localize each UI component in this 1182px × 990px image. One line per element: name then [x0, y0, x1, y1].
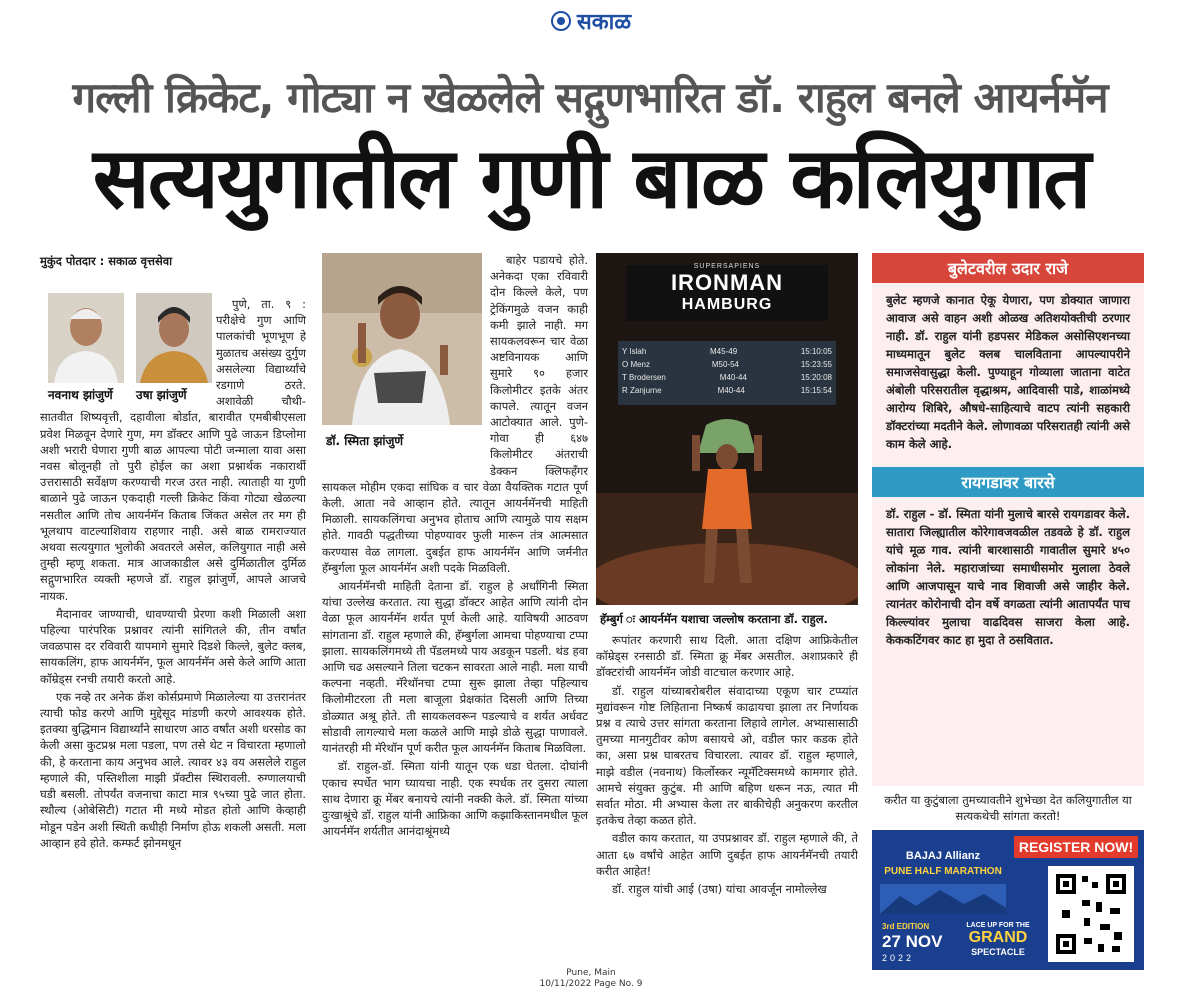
photo-float-spacer: [40, 296, 216, 404]
closing-line: करीत या कुटुंबाला तुमच्यावतीने शुभेच्छा देत कलियुगातील या सत्यकथेची सांगता करतो!: [884, 793, 1132, 823]
ad-register-banner[interactable]: REGISTER NOW!: [1014, 836, 1138, 858]
kicker-headline: गल्ली क्रिकेट, गोट्या न खेळलेले सद्गुणभारित डॉ. राहुल बनले आयर्नमॅन: [72, 73, 1108, 122]
caption-mother: उषा झांजुर्णे: [136, 388, 187, 402]
photo-float-spacer: [322, 252, 490, 464]
ad-runners-graphic: [880, 884, 1006, 914]
page-footer: [0, 968, 1182, 990]
caption-father: नवनाथ झांजुर्णे: [48, 388, 113, 402]
newspaper-logo: [551, 6, 631, 36]
ad-brand: BAJAJ Allianz: [905, 850, 981, 862]
column1-paragraph: मैदानावर जाण्याची, धावण्याची प्रेरणा कशी मिळाली अशा पहिल्या पारंपरिक प्रश्नावर त्यांनी सांगितले की, तीन वर्षांत जवळपास दर रविवारी यापमागे सुमारे दिडशे किल्ले, बुलेट क्लब, सायकलिंग, हाफ आयर्नमॅन, फूल आयर्नमॅन असे केले आणि आता कॉम्रेड्स रनची तयारी करतो आहे.: [40, 606, 306, 686]
main-headline: सत्ययुगातील गुणी बाळ कलियुगात: [92, 129, 1090, 227]
marathon-ad[interactable]: [872, 830, 1144, 970]
ad-slogan-line2: GRAND: [968, 929, 1028, 946]
ad-year: 2022: [882, 953, 915, 963]
ironman-brand: IRONMAN: [670, 270, 784, 295]
column3-paragraph: रूपांतर करणारी साथ दिली. आता दक्षिण आफ्रिकेतील कॉम्रेड्स रनसाठी डॉ. स्मिता क्रू मेंबर असतील. अशाप्रकारे ही डॉक्टरांची आयर्नमॅन जोडी वाटचाल करणार आहे.: [596, 633, 858, 680]
photo-ironman-hamburg: [596, 253, 858, 605]
sidebar-box1-title: बुलेटवरील उदार राजे: [872, 253, 1144, 283]
article-column-2: [322, 252, 588, 962]
caption-smita: डॉ. स्मिता झांजुर्णे: [326, 434, 404, 448]
article-column-1: [40, 296, 306, 962]
sidebar: [872, 253, 1144, 786]
column1-paragraph: पुणे, ता. ९ : परीक्षेचे गुण आणि पालकांची भूणभूण हे मुळातच असंख्य दुर्गुण असलेल्या विद्यार्थ्यांचे रडगाणे ठरते. अशावेळी चौथी-सातवीत शिष्यवृत्ती, दहावीला बोर्डात, बारावीत एमबीबीएसला प्रवेश मिळवून देणारे गुण, मग डॉक्टर आणि पुढे जाऊन डिप्लोमा अशी भरारी घेणारा गुणी बाळ आपल्या पोटी जन्माला यावा असा नवस बोलूनही तो पुरी होईल का अशा प्रश्नार्थक नकारार्थी उत्तरासाठी सर्वेक्षण करण्याची गरज उरत नाही. त्याताही या गुणी बाळाने पुढे जाऊन एकदाही गल्ली क्रिकेट किंवा गोट्या खेळल्या नसतील आणि तोच आयर्नमॅन किताब जिंकत असेल तर मग ही भूलथाप वाटल्याशिवाय राहणार नाही. असे बाळ रामराज्यात अथवा सत्ययुगात भुलोकी अवतरले असेल, कलियुगात नाही असे तुम्ही म्हणू शकता. मात्र आजकाडील असे दुर्मिळातील दुर्मिळ सद्गुणभारित व्यक्ती म्हणजे डॉ. राहुल झांजुर्णे, आपले आजचे नायक.: [40, 297, 306, 603]
sidebar-box2-text: डॉ. राहुल - डॉ. स्मिता यांनी मुलाचे बारसे रायगडावर केले. सातारा जिल्ह्यातील कोरेगावजवळील तडवळे हे डॉ. राहुल यांचे मूळ गाव. त्यांनी बारशासाठी गावातील सुमारे ४५० लोकांना नेले. महाराजांच्या समाधीसमोर मुलाला ठेवले आणि आजपासून याचे नाव शिवाजी असे जाहीर केले. त्यानंतर कोरोनाची दोन वर्षे वगळता त्यांनी आतापर्यंत पाच किल्ल्यांवर मुलाचा वाढदिवस साजरा केला आहे. केककटिंगवर काट हा मुदा ते ठसवितात.: [886, 507, 1130, 647]
caption-hamburg: हॅम्बुर्ग ः आयर्नमॅन यशाचा जल्लोष करताना डॉ. राहुल.: [600, 612, 828, 626]
footer-date-page: 10/11/2022 Page No. 9: [539, 979, 643, 989]
article-column-3: [596, 632, 858, 962]
byline: मुकुंद पोतदार : सकाळ वृत्तसेवा: [40, 254, 173, 268]
ironman-city: HAMBURG: [681, 296, 773, 313]
logo-text: सकाळ: [576, 10, 632, 35]
column2-paragraph: आयर्नमॅनची माहिती देताना डॉ. राहुल हे अर्धांगिनी स्मिता यांचा उल्लेख करतात. त्या सुद्धा डॉक्टर आहेत आणि त्यांनी दोन वेळा फूल आयर्नमॅन शर्यत पूर्ण केली आहे. याविषयी आठवण सांगताना डॉ. राहुल म्हणाले की, हॅम्बुर्गला आमचा पोहण्याचा टप्पा झाला. सायकलिंगमध्ये ती पॅडलमध्ये पाय अडकून पडली. थंड हवा आणि चढ असल्याने तिला चटकन सावरता आले नाही. मला याची कल्पना नव्हती. मॅरेथॉनचा टप्पा सुरू झाला तेव्हा पहिल्याच किलोमीटरला ती मला बाजूला प्रेक्षकांत दिसली आणि तिच्या डोळ्यात अश्रू होते. ती सायकलवरून पडल्याचे व शर्यत अर्धवट सोडावी लागल्याचे मला कळले आणि माझे डोळे सुद्धा पाणावले. यानंतरही मी मॅरेथॉन पूर्ण करीत फूल आयर्नमॅन किताब मिळविला.: [322, 579, 588, 756]
results-row: R Zanjurne M40-44 15:15:54: [622, 386, 832, 395]
results-row: O Menz M50-54 15:23:55: [622, 360, 832, 369]
sakal-logo-icon: [551, 11, 571, 31]
ad-qr-code[interactable]: [1048, 866, 1134, 962]
results-board: [622, 345, 832, 397]
ad-date: 27 NOV: [882, 932, 943, 951]
ironman-banner: [626, 263, 828, 314]
ad-slogan-line3: SPECTACLE: [971, 947, 1025, 957]
column2-paragraph: बाहेर पडायचे होते. अनेकदा एका रविवारी दोन किल्ले केले, पण ट्रेकिंगमुळे वजन काही कमी झाले नाही. मग सायकलवरून चार वेळा अष्टविनायक आणि सुमारे ९० हजार किलोमीटर इतके अंतर कापले. त्यातून वजन आटोक्यात आले. पुणे-गोवा ही ६४७ किलोमीटर अंतराची डेक्कन क्लिफहँगर सायकल मोहीम एकदा सांघिक व चार वेळा वैयक्तिक गटात पूर्ण केली. आता नवे आव्हान होते. त्यातून आयर्नमॅनची माहिती मिळाली. सायकलिंगचा अनुभव होताच आणि त्यामुळे पाय सक्षम होते. गावठी पद्धतीच्या पोहण्यावर फुली मारून तंत्र आत्मसात करण्यास वेळ लागला. दुबईत हाफ आयर्नमॅन आणि जर्मनीत हॅम्बुर्गला फूल आयर्नमॅन अशी पदके मिळविली.: [322, 253, 588, 575]
sidebar-box2-title: रायगडावर बारसे: [872, 467, 1144, 497]
ad-slogan: [956, 922, 1040, 957]
column3-paragraph: डॉ. राहुल यांची आई (उषा) यांचा आवर्जून नामोल्लेख: [612, 882, 827, 897]
ironman-brand-top: SUPERSAPIENS: [693, 263, 761, 270]
column3-paragraph: डॉ. राहुल यांच्याबरोबरील संवादाच्या एकूण चार टप्प्यांत मुद्यांवरून गोष्ट लिहिताना निष्कर्ष काढायचा झाला तर निर्णायक प्रश्न व त्याचे उत्तर सांगता करताना लिहावे लागेल. अभ्यासासाठी तुमच्या मानगुटीवर कोण बसायचे ओ, वडील फार कडक होते का, असा प्रश्न घाबरतच विचारला. त्यावर डॉ. राहुल म्हणाले, माझे वडील (नवनाथ) किर्लोस्कर न्यूमॅटिक्समध्ये कामगार होते. आमचे संयुक्त कुटुंब. मी आणि बहिण धरून नऊ, त्यात मी सर्वात मोठा. मी अभ्यास केला तर बाकीचेही अनुकरण करतील इतकेच तेव्हा कळत होते.: [596, 683, 858, 828]
ad-edition: 3rd EDITION: [882, 922, 930, 931]
results-row: T Brodersen M40-44 15:20:08: [622, 373, 832, 382]
ad-event: PUNE HALF MARATHON: [884, 866, 1002, 877]
column1-paragraph: एक नव्हे तर अनेक क्रॅश कोर्सप्रमाणे मिळालेल्या या उत्तरानंतर त्याची फोड करणे आणि मुद्देसूद मांडणी करणे आवश्यक होते. इतक्या बुद्धिमान विद्यार्थ्यांने साधारण आठ वर्षांत अशी धरसोड का केली असा कुटप्रश्न मला पडला, पण तसे थेट न विचारता म्हणालो की, हे करताना काय अनुभव आले. त्यावर ४३ वय असलेले राहुल म्हणाले की, पस्तिशीला माझी प्रॅक्टीस स्थिरावली. रुग्णालयाची घडी बसली. तोपर्यंत वजनाचा काटा मात्र ९५च्या पुढे जात होता. स्थौल्य (ओबेसिटी) गटात मी मध्ये मोडत होतो आणि केव्हाही मोडून पडेन अशी स्थिती कधीही निर्माण होऊ शकली असती. मला आव्हान हवे होते. कम्फर्ट झोनमधून: [40, 689, 306, 850]
ad-slogan-line1: LACE UP FOR THE: [966, 922, 1030, 929]
column3-paragraph: वडील काय करतात, या उपप्रश्नावर डॉ. राहुल म्हणाले की, ते आता ६७ वर्षांचे आहेत आणि दुबईत हाफ आयर्नमॅनची तयारी करीत आहेत!: [596, 831, 858, 878]
footer-edition: Pune, Main: [566, 968, 616, 978]
column2-paragraph: डॉ. राहुल-डॉ. स्मिता यांनी यातून एक धडा घेतला. दोघांनी एकाच स्पर्धेत भाग घ्यायचा नाही. एक स्पर्धक तर दुसरा त्याला साथ देणारा क्रू मेंबर बनायचे त्यांनी नक्की केले. डॉ. स्मिता यांच्या दुःखाश्रूंचे डॉ. राहुल यांनी आफ्रिका आणि कझाकिस्तानमधील फूल आयर्नमॅन शर्यतीत आनंदाश्रूंमध्ये: [322, 759, 588, 839]
results-row: Y Islah M45-49 15:10:05: [622, 347, 832, 356]
sidebar-box1-text: बुलेट म्हणजे कानात ऐकू येणारा, पण डोक्यात जाणारा आवाज असे वाहन अशी ओळख अतिशयोक्तीची ठरणार नाही. डॉ. राहुल यांनी हडपसर मेडिकल असोसिएशनच्या माध्यमातून बुलेट क्लब चालविताना आपल्यापरीने समाजसेवासुद्धा केली. पुण्याहून गोव्याला जाताना वाटेत अंबोली परिसरातील वृद्धाश्रम, आदिवासी पाडे, शाळांमध्ये आरोग्य शिबिरे, औषधे-साहित्याचे वाटप त्यांनी सहकारी डॉक्टरांच्या मदतीने केले. लोणावळा परिसरातही त्यांनी असे काम केले आहे.: [886, 293, 1130, 451]
masthead: [0, 6, 1182, 36]
